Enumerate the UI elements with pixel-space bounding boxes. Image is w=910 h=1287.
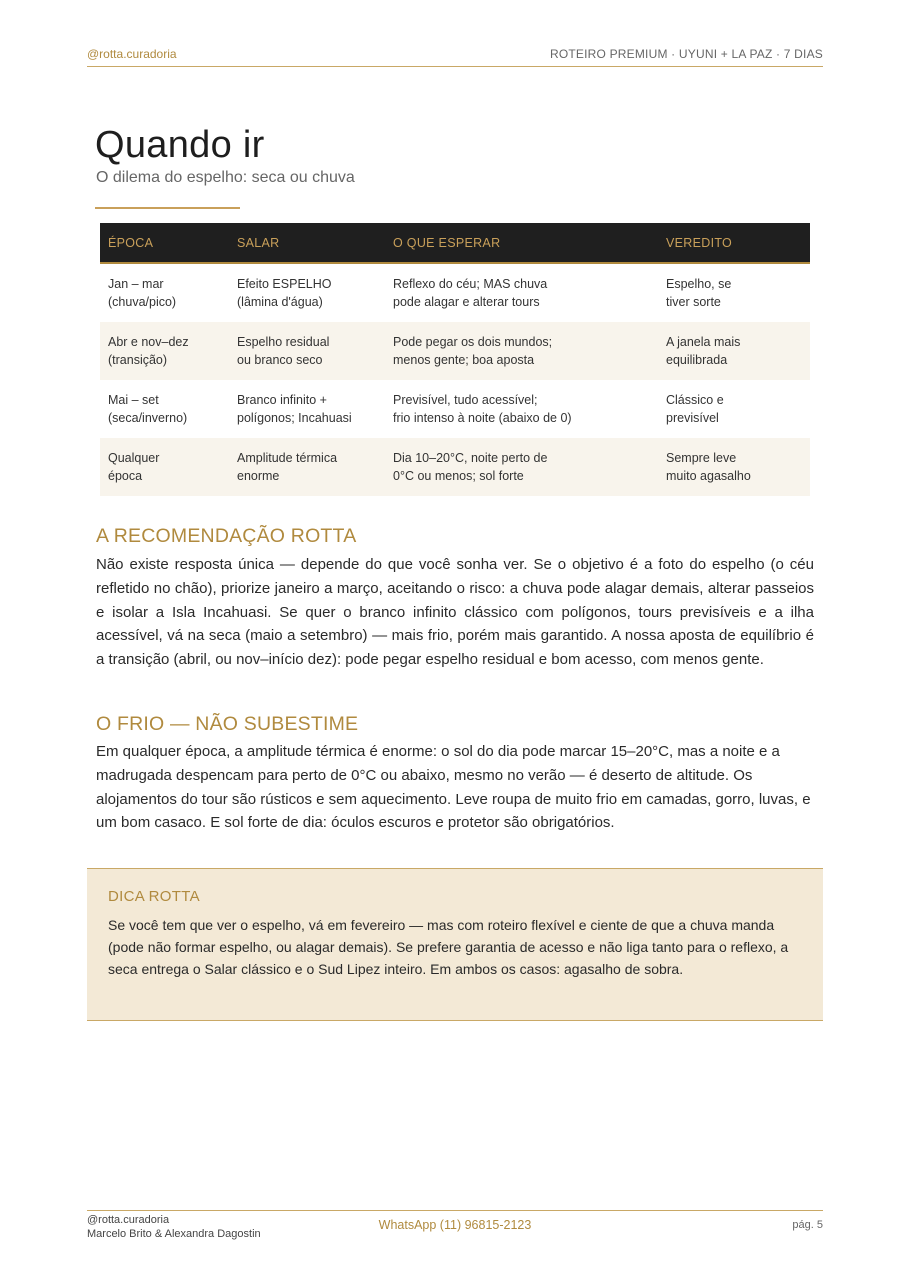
footer-authors: Marcelo Brito & Alexandra Dagostin	[87, 1228, 261, 1240]
cell-line: (transição)	[108, 353, 168, 367]
cell-line: (chuva/pico)	[108, 295, 177, 309]
seasons-table	[100, 223, 810, 496]
table-row	[100, 438, 810, 496]
cell-line: Previsível, tudo acessível;	[393, 393, 538, 407]
cold-text: Em qualquer época, a amplitude térmica é enorme: o sol do dia pode marcar 15–20°C, mas a noite e a madrugada despencam para perto de 0°C ou abaixo, mesmo no verão — é deserto de altitude. Os alojamentos do tour são rústicos e sem aquecimento. Leve roupa de muito frio em camadas, gorro, luvas, e um bom casaco. E sol forte de dia: óculos escuros e protetor são obrigatórios.	[96, 743, 811, 832]
cell-line: Qualquer	[108, 451, 160, 465]
cell-line: pode alagar e alterar tours	[393, 295, 540, 309]
table-cell	[658, 322, 810, 380]
footer-page-number: pág. 5	[792, 1219, 823, 1231]
col-header-salar: SALAR	[229, 223, 385, 263]
cell-line: época	[108, 469, 143, 483]
table-cell	[100, 438, 229, 496]
table-header-row	[100, 223, 810, 263]
col-header-veredito: VEREDITO	[658, 223, 810, 263]
table-cell	[658, 438, 810, 496]
cell-line: enorme	[237, 469, 280, 483]
cell-line: tiver sorte	[666, 295, 721, 309]
col-header-o-que-esperar: O QUE ESPERAR	[385, 223, 658, 263]
cell-line: Espelho residual	[237, 335, 330, 349]
header-doc-title: ROTEIRO PREMIUM · UYUNI + LA PAZ · 7 DIAS	[549, 47, 823, 61]
cell-line: Branco infinito +	[237, 393, 327, 407]
cell-line: Reflexo do céu; MAS chuva	[393, 277, 548, 291]
table-row	[100, 263, 810, 322]
recommendation-text: Não existe resposta única — depende do que você sonha ver. Se o objetivo é a foto do espelho (o céu refletido no chão), priorize janeiro a março, aceitando o risco: a chuva pode alagar demais, alterar passeios e isolar a Isla Incahuasi. Se quer o branco infinito clássico com polígonos, tours previsíveis e a ilha acessível, vá na seca (maio a setembro) — mais frio, porém mais garantido. A nossa aposta de equilíbrio é a transição (abril, ou nov–início dez): pode pegar espelho residual e bom acesso, com menos gente.	[96, 556, 814, 669]
cell-line: A janela mais	[666, 335, 741, 349]
tip-heading: DICA ROTTA	[108, 888, 200, 905]
table-cell	[229, 322, 385, 380]
cell-line: Efeito ESPELHO	[237, 277, 332, 291]
page-header	[87, 46, 823, 67]
cell-line: menos gente; boa aposta	[393, 353, 535, 367]
table-row	[100, 380, 810, 438]
page-title: Quando ir	[95, 124, 265, 166]
table-cell	[100, 322, 229, 380]
table-cell	[385, 322, 658, 380]
cell-line: Clássico e	[666, 393, 724, 407]
table-cell	[229, 263, 385, 322]
cell-line: (lâmina d'água)	[237, 295, 323, 309]
cell-line: Espelho, se	[666, 277, 732, 291]
table-row	[100, 322, 810, 380]
cell-line: equilibrada	[666, 353, 728, 367]
cell-line: ou branco seco	[237, 353, 323, 367]
cell-line: frio intenso à noite (abaixo de 0)	[393, 411, 572, 425]
cell-line: previsível	[666, 411, 719, 425]
cell-line: Amplitude térmica	[237, 451, 338, 465]
table-cell	[658, 263, 810, 322]
cell-line: Sempre leve	[666, 451, 737, 465]
cold-heading: O FRIO — NÃO SUBESTIME	[96, 713, 359, 735]
header-brand: @rotta.curadoria	[87, 47, 177, 61]
title-underline	[95, 207, 240, 209]
table-cell	[385, 380, 658, 438]
table-cell	[100, 380, 229, 438]
table-cell	[385, 438, 658, 496]
col-header-epoca: ÉPOCA	[100, 223, 229, 263]
cell-line: (seca/inverno)	[108, 411, 188, 425]
cell-line: Dia 10–20°C, noite perto de	[393, 451, 548, 465]
cell-line: Jan – mar	[108, 277, 164, 291]
table-cell	[385, 263, 658, 322]
table-cell	[100, 263, 229, 322]
cell-line: Abr e nov–dez	[108, 335, 189, 349]
page-footer	[87, 1210, 823, 1246]
footer-whatsapp: WhatsApp (11) 96815-2123	[378, 1218, 532, 1232]
cell-line: polígonos; Incahuasi	[237, 411, 352, 425]
cell-line: 0°C ou menos; sol forte	[393, 469, 524, 483]
table-cell	[658, 380, 810, 438]
footer-brand: @rotta.curadoria	[87, 1214, 170, 1226]
cell-line: Mai – set	[108, 393, 159, 407]
table-cell	[229, 380, 385, 438]
cell-line: Pode pegar os dois mundos;	[393, 335, 553, 349]
table-cell	[229, 438, 385, 496]
cell-line: muito agasalho	[666, 469, 751, 483]
page-subtitle: O dilema do espelho: seca ou chuva	[96, 169, 355, 186]
tip-box	[87, 868, 823, 1021]
tip-text: Se você tem que ver o espelho, vá em fevereiro — mas com roteiro flexível e ciente de que a chuva manda (pode não formar espelho, ou alagar demais). Se prefere garantia de acesso e não liga tanto para o reflexo, a seca entrega o Salar clássico e o Sud Lipez inteiro. Em ambos os casos: agasalho de sobra.	[108, 917, 789, 978]
recommendation-heading: A RECOMENDAÇÃO ROTTA	[96, 525, 357, 547]
